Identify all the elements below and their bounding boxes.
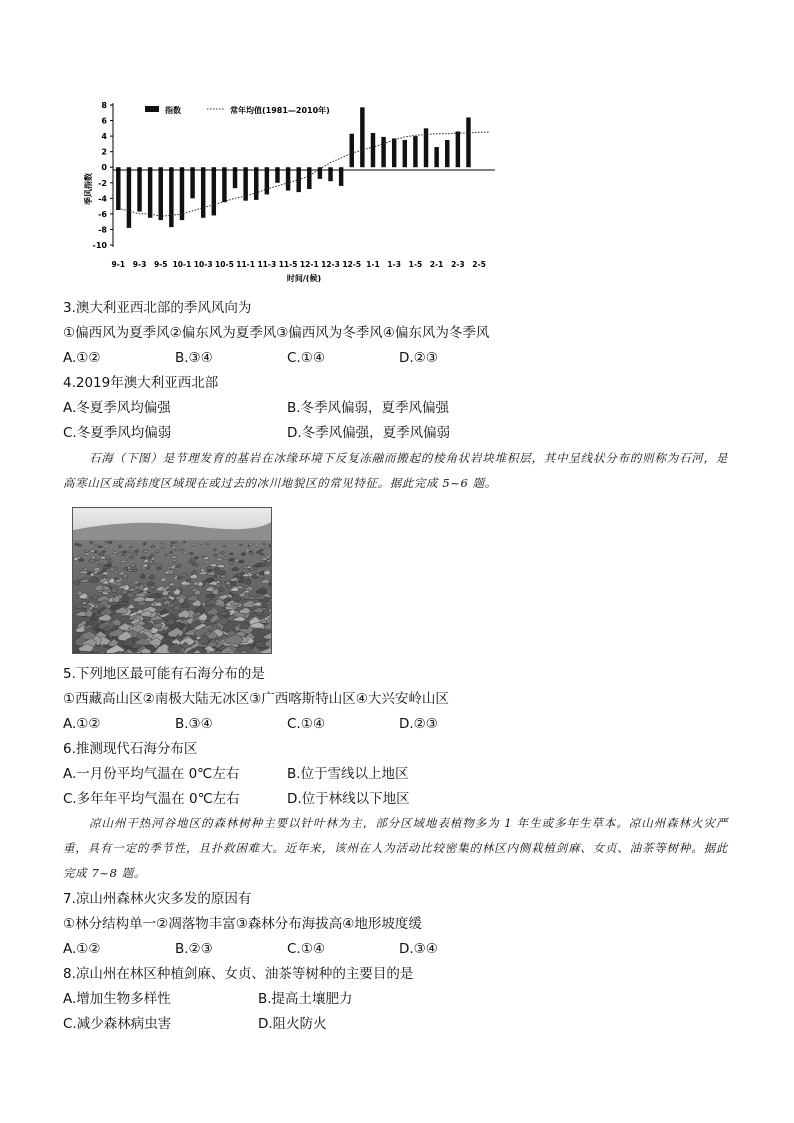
legend-line-label: 常年均值(1981—2010年): [230, 106, 330, 115]
x-tick-label: 2-5: [472, 260, 486, 269]
chart-svg: [75, 95, 525, 295]
bar: [434, 147, 438, 167]
mean-line-series: [118, 132, 489, 216]
bar: [116, 167, 120, 210]
y-tick-label: 2: [101, 147, 107, 157]
mean-line: [118, 132, 489, 216]
y-tick-label: -2: [98, 178, 107, 188]
bar: [360, 107, 364, 167]
question-6-stem: 6.推测现代石海分布区: [63, 741, 198, 757]
q7-option-a[interactable]: A.①②: [63, 941, 101, 957]
q3-option-d[interactable]: D.②③: [399, 350, 438, 366]
q7-option-c[interactable]: C.①④: [287, 941, 325, 957]
x-tick-label: 1-5: [408, 260, 423, 269]
x-axis-label: 时间/(候): [286, 274, 322, 283]
y-tick-label: -4: [98, 194, 107, 204]
q6-option-c[interactable]: C.多年年平均气温在 0℃左右: [63, 791, 240, 807]
question-3-stem: 3.澳大利亚西北部的季风风向为: [63, 300, 252, 316]
x-tick-label: 9-5: [153, 260, 168, 269]
q7-option-b[interactable]: B.②③: [175, 941, 213, 957]
y-tick-label: 0: [101, 163, 107, 173]
q5-option-b[interactable]: B.③④: [175, 716, 213, 732]
passage-stone-sea: 石海（下图）是节理发育的基岩在冰缘环境下反复冻融而搬起的棱角状岩块堆积层，其中呈线状分布的则称为石河，是高寒山区或高纬度区域现在或过去的冰川地貌区的常见特征。据此完成 5~6 题。: [63, 451, 728, 490]
q8-option-a[interactable]: A.增加生物多样性: [63, 991, 171, 1007]
q6-option-b[interactable]: B.位于雪线以上地区: [287, 766, 409, 782]
question-3-items: ①偏西风为夏季风②偏东风为夏季风③偏西风为冬季风④偏东风为冬季风: [63, 325, 490, 341]
q3-option-b[interactable]: B.③④: [175, 350, 213, 366]
y-axis-label: 季风指数: [84, 173, 93, 205]
x-tick-label: 10-5: [215, 260, 234, 269]
bar: [328, 167, 332, 181]
stone-sea-photo-drawing: [73, 508, 271, 653]
q4-option-b[interactable]: B.冬季风偏弱，夏季风偏强: [287, 400, 450, 416]
legend-bar-swatch: [145, 106, 159, 112]
bar: [127, 167, 131, 228]
q4-option-c[interactable]: C.冬夏季风均偏弱: [63, 425, 172, 441]
q8-option-b[interactable]: B.提高土壤肥力: [258, 991, 353, 1007]
bar: [466, 117, 470, 167]
bar: [159, 167, 163, 220]
bar: [212, 167, 216, 215]
y-tick-label: -6: [98, 209, 107, 219]
x-tick-label: 12-5: [342, 260, 362, 269]
question-4-stem: 4.2019年澳大利亚西北部: [63, 375, 219, 391]
bar: [148, 167, 152, 218]
x-tick-label: 1-3: [387, 260, 401, 269]
q4-option-a[interactable]: A.冬夏季风均偏强: [63, 400, 171, 416]
bar: [392, 138, 396, 167]
q3-option-c[interactable]: C.①④: [287, 350, 325, 366]
x-tick-label: 9-3: [132, 260, 147, 269]
q7-option-d[interactable]: D.③④: [399, 941, 438, 957]
q4-option-d[interactable]: D.冬季风偏强，夏季风偏弱: [287, 425, 451, 441]
bar-series: [116, 107, 471, 228]
question-5-items: ①西藏高山区②南极大陆无冰区③广西喀斯特山区④大兴安岭山区: [63, 691, 449, 707]
x-tick-label: 1-1: [366, 260, 380, 269]
q5-option-d[interactable]: D.②③: [399, 716, 438, 732]
question-8-stem: 8.凉山州在林区种植剑麻、女贞、油茶等树种的主要目的是: [63, 966, 414, 982]
y-tick-label: 8: [101, 101, 107, 110]
y-tick-label: 6: [101, 116, 107, 126]
x-tick-label: 2-1: [429, 260, 444, 269]
bar: [254, 167, 258, 200]
q6-option-d[interactable]: D.位于林线以下地区: [287, 791, 410, 807]
x-tick-label: 9-1: [111, 260, 126, 269]
monsoon-index-chart: [75, 95, 525, 295]
bar: [413, 136, 417, 167]
q6-option-a[interactable]: A.一月份平均气温在 0℃左右: [63, 766, 240, 782]
question-7-stem: 7.凉山州森林火灾多发的原因有: [63, 891, 252, 907]
bar: [265, 167, 269, 194]
x-tick-label: 12-3: [321, 260, 340, 269]
x-tick-label: 11-5: [278, 260, 298, 269]
x-tick-label: 10-3: [193, 260, 213, 269]
bar: [180, 167, 184, 220]
x-tick-label: 10-1: [172, 260, 192, 269]
stone-sea-photo: [72, 507, 272, 654]
q3-option-a[interactable]: A.①②: [63, 350, 101, 366]
y-tick-label: 4: [101, 132, 107, 142]
bar: [137, 167, 141, 211]
y-tick-label: -10: [92, 241, 107, 250]
x-tick-label: 11-3: [257, 260, 277, 269]
bar: [169, 167, 173, 227]
q8-option-c[interactable]: C.减少森林病虫害: [63, 1016, 172, 1032]
bar: [286, 167, 290, 190]
q8-option-d[interactable]: D.阻火防火: [258, 1016, 327, 1032]
x-tick-label: 11-1: [236, 260, 256, 269]
bar: [350, 134, 354, 167]
y-tick-label: -8: [98, 225, 107, 235]
question-7-items: ①林分结构单一②凋落物丰富③森林分布海拔高④地形坡度缓: [63, 916, 422, 932]
x-axis-ticks: [112, 260, 486, 269]
question-5-stem: 5.下列地区最可能有石海分布的是: [63, 666, 265, 682]
x-tick-label: 12-1: [299, 260, 319, 269]
bar: [445, 140, 449, 167]
bar: [381, 137, 385, 167]
q5-option-a[interactable]: A.①②: [63, 716, 101, 732]
bar: [371, 133, 375, 167]
x-tick-label: 2-3: [451, 260, 465, 269]
q5-option-c[interactable]: C.①④: [287, 716, 325, 732]
bar: [190, 167, 194, 198]
bar: [456, 131, 460, 167]
bar: [403, 140, 407, 167]
legend-bar-label: 指数: [165, 106, 181, 115]
y-axis-ticks: [93, 101, 113, 250]
passage-liangshan: 凉山州干热河谷地区的森林树种主要以针叶林为主，部分区域地表植物多为 1 年生或多年生草本。凉山州森林火灾严重，具有一定的季节性，且扑救困难大。近年来，该州在人为活动比较密集的林区内侧栽植剑麻、女贞、油茶等树种。据此完成 7~8 题。: [63, 816, 728, 880]
bar: [201, 167, 205, 218]
bar: [222, 167, 226, 202]
